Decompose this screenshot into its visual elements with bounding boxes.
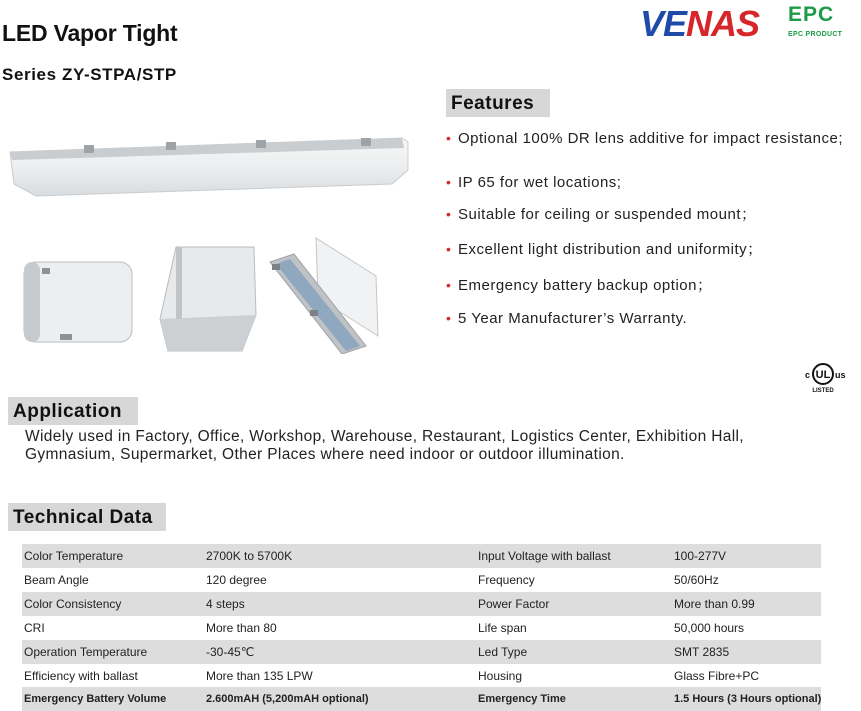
- spec-label: Power Factor: [478, 597, 550, 611]
- ul-suffix: us: [835, 370, 846, 380]
- spec-value: 1.5 Hours (3 Hours optional): [674, 693, 822, 705]
- feature-item: • 5 Year Manufacturer’s Warranty.: [446, 310, 688, 327]
- spec-label: Frequency: [478, 573, 535, 587]
- spec-label: Operation Temperature: [24, 645, 148, 659]
- spec-value: More than 135 LPW: [206, 669, 313, 683]
- features-heading: Features: [446, 89, 550, 117]
- spec-row: [22, 568, 821, 592]
- spec-value: 100-277V: [674, 549, 727, 563]
- spec-value: 2700K to 5700K: [206, 549, 293, 563]
- spec-value: 2.600mAH (5,200mAH optional): [206, 693, 369, 705]
- brand-epc: EPC: [788, 3, 835, 26]
- spec-value: 50/60Hz: [674, 573, 719, 587]
- spec-label: Color Temperature: [24, 549, 124, 563]
- spec-label: Efficiency with ballast: [24, 669, 138, 683]
- feature-item: • Excellent light distribution and uniformity；: [446, 241, 763, 258]
- spec-value: 4 steps: [206, 597, 245, 611]
- bullet-icon: •: [446, 174, 452, 190]
- product-image-main: [6, 130, 412, 200]
- spec-value: 50,000 hours: [674, 621, 745, 635]
- bullet-icon: •: [446, 206, 452, 222]
- spec-label: Emergency Battery Volume: [24, 693, 167, 705]
- brand-ve: VE: [640, 3, 687, 44]
- product-image-open: [266, 236, 380, 354]
- spec-row: [22, 687, 821, 711]
- spec-label: Led Type: [478, 645, 528, 659]
- product-image-end: [22, 258, 134, 346]
- spec-label: Housing: [478, 669, 523, 683]
- brand-nas: NAS: [686, 3, 760, 44]
- series-subtitle: Series ZY-STPA/STP: [2, 65, 177, 84]
- page-title: LED Vapor Tight: [2, 20, 178, 46]
- application-text: Widely used in Factory, Office, Workshop, Warehouse, Restaurant, Logistics Center, Exhibition Hall, Gymnasium, Supermarket, Other Places where need indoor or outdoor illumination.: [25, 428, 744, 463]
- feature-item: • Optional 100% DR lens additive for impact resistance;: [446, 130, 844, 147]
- spec-row: [22, 544, 821, 568]
- spec-label: Color Consistency: [24, 597, 122, 611]
- spec-value: More than 80: [206, 621, 277, 635]
- spec-value: -30-45℃: [206, 645, 255, 659]
- ul-prefix: c: [805, 370, 811, 380]
- venas-epc-logo: [640, 4, 852, 44]
- bullet-icon: •: [446, 130, 452, 146]
- spec-row: [22, 640, 821, 664]
- spec-value: 120 degree: [206, 573, 267, 587]
- spec-label: Life span: [478, 621, 527, 635]
- spec-value: Glass Fibre+PC: [674, 669, 760, 683]
- spec-label: Input Voltage with ballast: [478, 549, 611, 563]
- feature-item: • IP 65 for wet locations;: [446, 174, 622, 191]
- spec-label: Emergency Time: [478, 693, 566, 705]
- feature-item: • Emergency battery backup option；: [446, 277, 713, 294]
- spec-label: CRI: [24, 621, 45, 635]
- technical-data-heading: Technical Data: [8, 503, 166, 531]
- spec-label: Beam Angle: [24, 573, 89, 587]
- bullet-icon: •: [446, 241, 452, 257]
- bullet-icon: •: [446, 277, 452, 293]
- ul-listed-label: LISTED: [812, 388, 834, 394]
- spec-row: [22, 592, 821, 616]
- product-image-angle: [158, 245, 260, 353]
- feature-item: • Suitable for ceiling or suspended mount；: [446, 206, 757, 223]
- application-heading: Application: [8, 397, 138, 425]
- brand-wordmark: [640, 4, 759, 44]
- spec-value: SMT 2835: [674, 645, 730, 659]
- bullet-icon: •: [446, 310, 452, 326]
- ul-mark-text: UL: [815, 369, 831, 381]
- brand-epc-sub: EPC PRODUCT: [788, 31, 843, 38]
- ul-listed-icon: [803, 360, 851, 394]
- spec-value: More than 0.99: [674, 597, 755, 611]
- spec-row: [22, 616, 821, 640]
- spec-row: [22, 664, 821, 688]
